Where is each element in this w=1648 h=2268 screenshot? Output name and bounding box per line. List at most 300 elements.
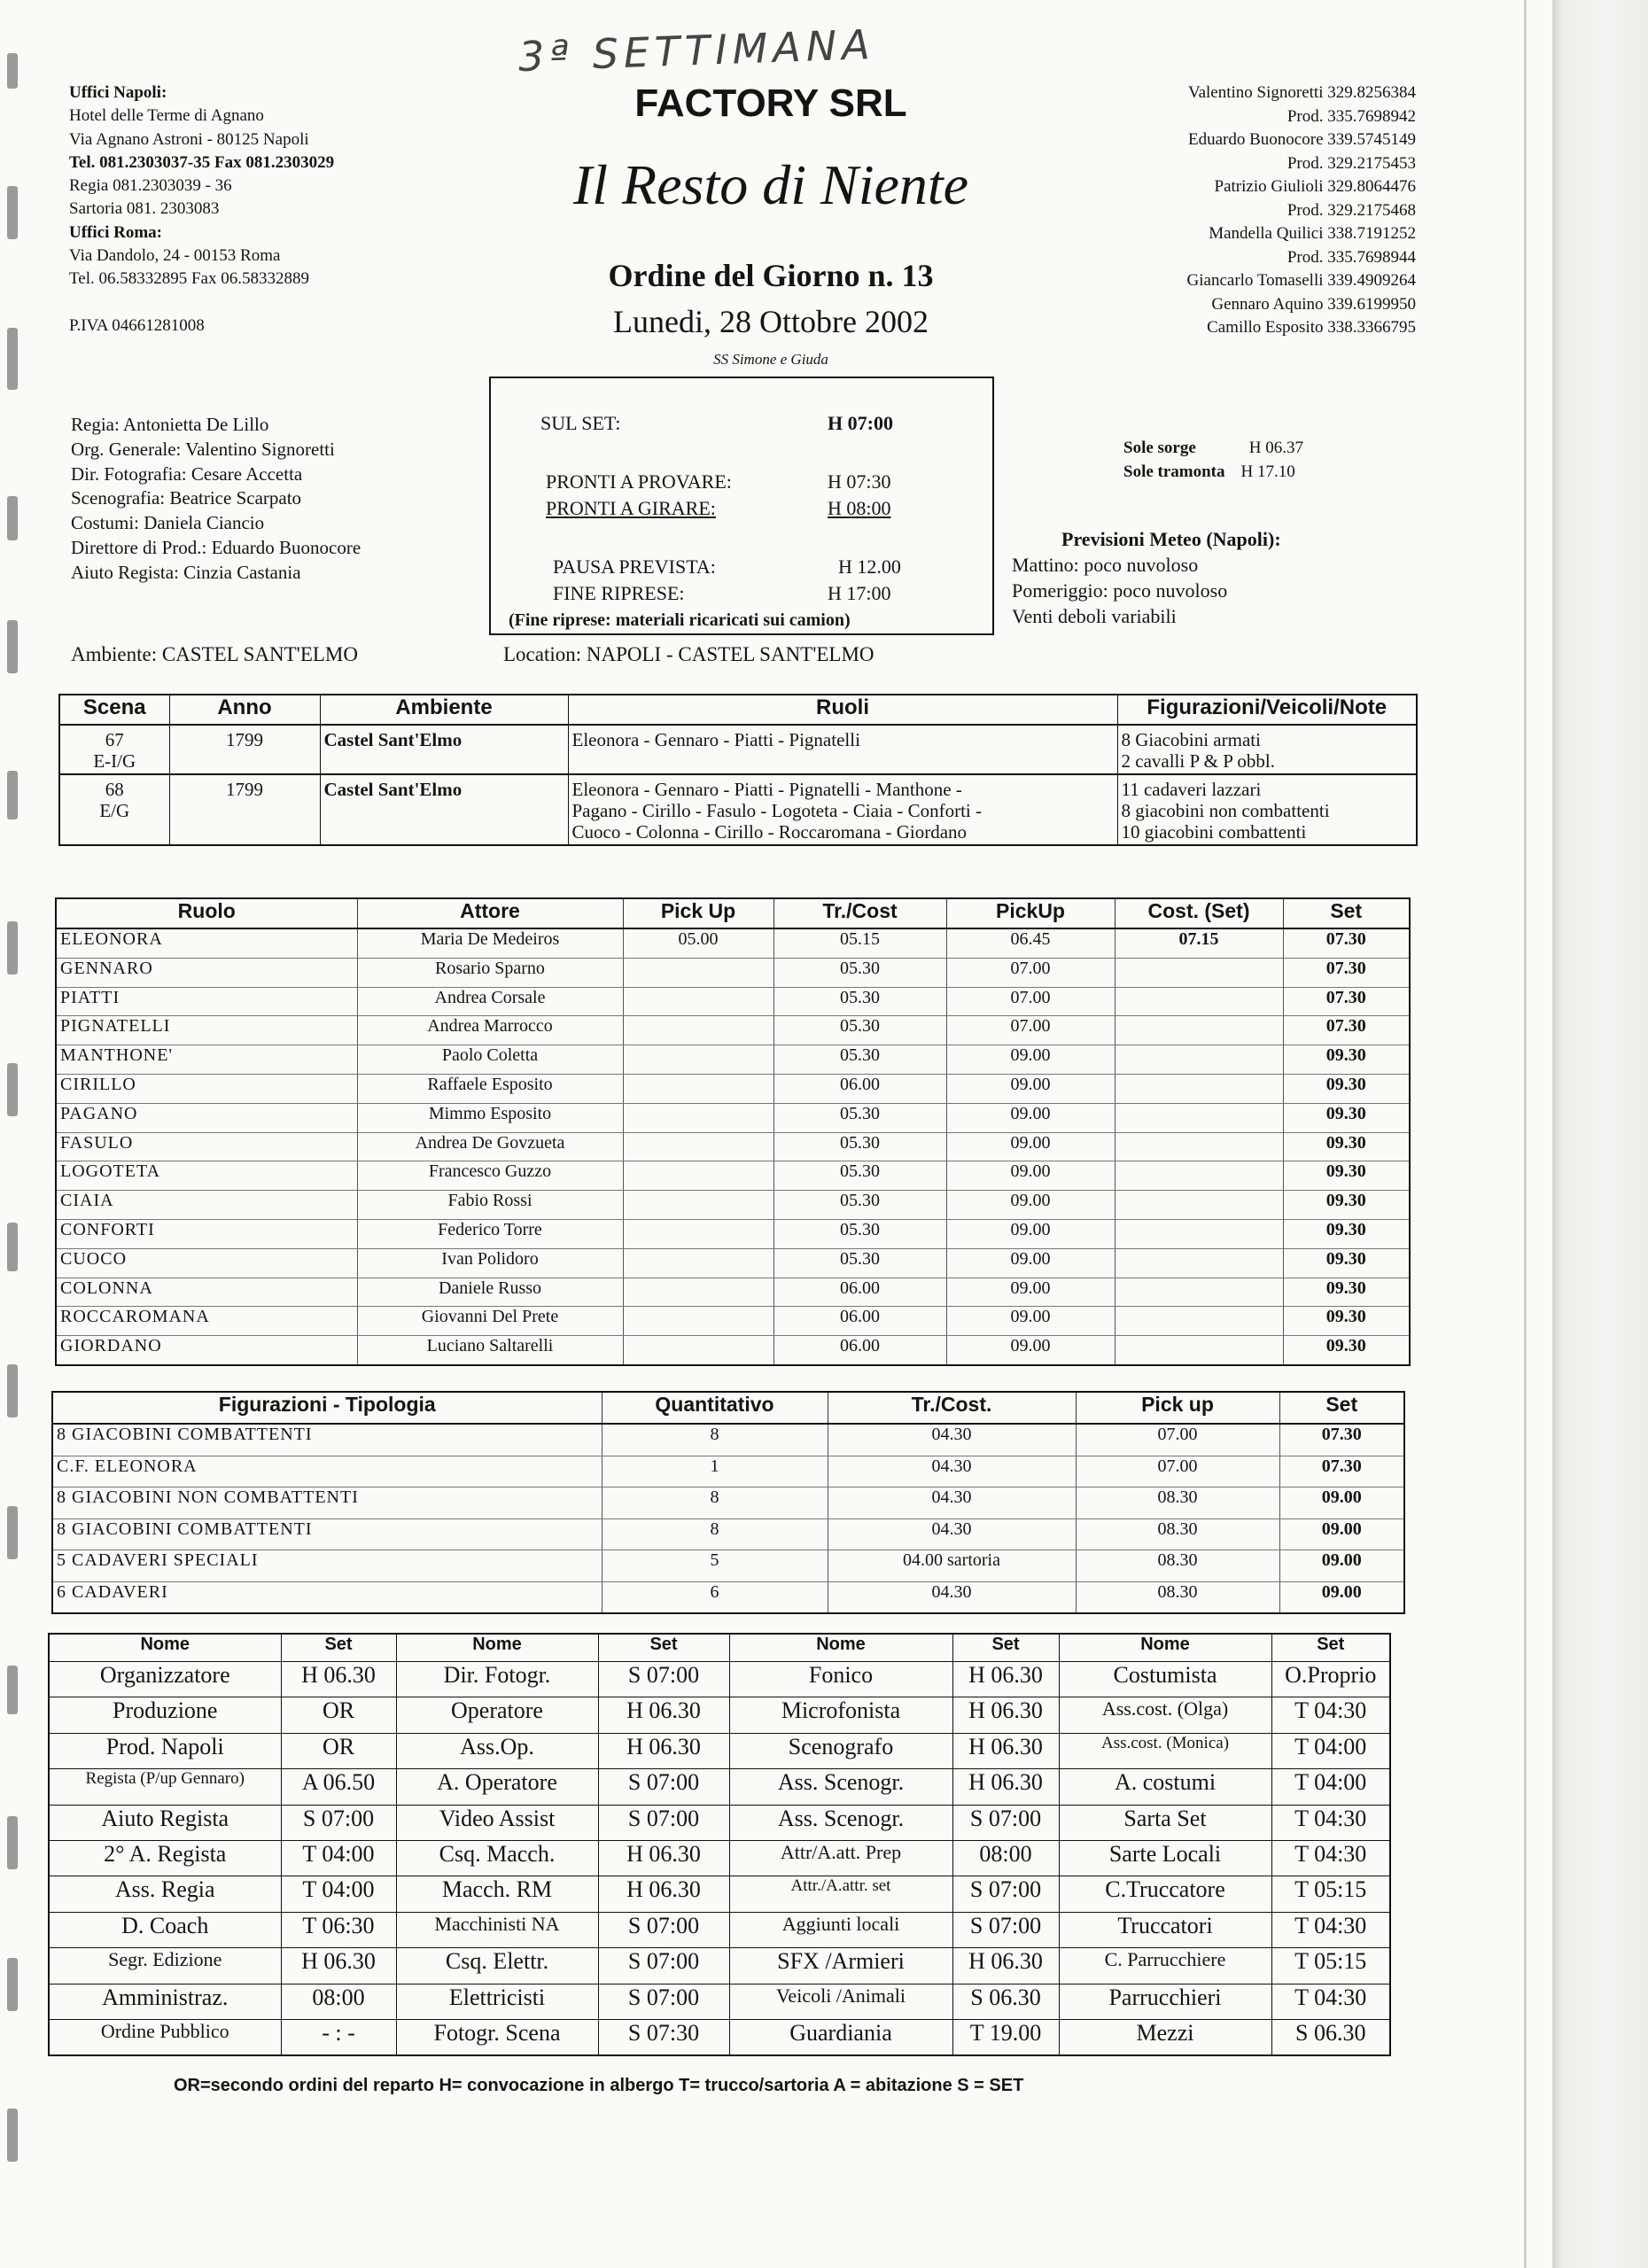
table-cell: Andrea Corsale xyxy=(357,987,623,1016)
staff-row xyxy=(49,1912,1390,1947)
table-cell: Attr./A.attr. set xyxy=(729,1876,952,1912)
table-cell: Dir. Fotogr. xyxy=(396,1662,598,1697)
legend: OR=secondo ordini del reparto H= convocazione in albergo T= trucco/sartoria A = abitazione S = SET xyxy=(174,2076,1024,2095)
table-cell: Veicoli /Animali xyxy=(729,1984,952,2019)
extras-row xyxy=(52,1456,1404,1487)
table-cell xyxy=(623,1161,773,1191)
table-cell: 09.00 xyxy=(946,1219,1115,1248)
table-cell: Ivan Polidoro xyxy=(357,1248,623,1278)
table-cell: 09.00 xyxy=(946,1045,1115,1075)
cast-row xyxy=(56,1132,1410,1161)
table-cell: Fonico xyxy=(729,1662,952,1697)
staff-row xyxy=(49,1948,1390,1984)
table-cell: T 04:30 xyxy=(1271,1912,1390,1947)
table-cell: 04.30 xyxy=(828,1518,1076,1550)
table-cell: Mezzi xyxy=(1059,2019,1271,2055)
col-header: Tr./Cost xyxy=(773,898,946,928)
year-cell: 1799 xyxy=(169,725,320,774)
table-cell: H 06.30 xyxy=(281,1662,396,1697)
napoli-line: Hotel delle Terme di Agnano xyxy=(69,106,264,126)
table-cell xyxy=(1115,1161,1283,1191)
table-cell xyxy=(623,987,773,1016)
table-cell: 09.30 xyxy=(1283,1103,1410,1132)
table-cell xyxy=(1115,987,1283,1016)
table-cell: Macch. RM xyxy=(396,1876,598,1912)
cast-row xyxy=(56,1016,1410,1045)
table-cell: 07.00 xyxy=(946,958,1115,987)
table-cell: S 07:00 xyxy=(598,1912,729,1947)
table-cell: 08:00 xyxy=(952,1840,1059,1876)
table-cell: Aiuto Regista xyxy=(49,1805,281,1840)
saint-of-day: SS Simone e Giuda xyxy=(713,351,828,368)
contact-line: Prod. 329.2175453 xyxy=(1287,153,1416,173)
table-cell: Produzione xyxy=(49,1697,281,1733)
col-header: Pick Up xyxy=(623,898,773,928)
table-row xyxy=(59,774,1417,845)
cast-table xyxy=(55,897,1411,1366)
table-cell xyxy=(623,1045,773,1075)
table-cell xyxy=(1115,958,1283,987)
table-cell: Mimmo Esposito xyxy=(357,1103,623,1132)
table-cell: S 06.30 xyxy=(1271,2019,1390,2055)
table-cell: Francesco Guzzo xyxy=(357,1161,623,1191)
table-cell: 09.30 xyxy=(1283,1191,1410,1220)
table-cell: H 06.30 xyxy=(598,1840,729,1876)
napoli-line: Tel. 081.2303037-35 Fax 081.2303029 xyxy=(69,152,335,172)
extras-row xyxy=(52,1487,1404,1519)
table-cell: 5 xyxy=(602,1550,828,1582)
table-cell: Ass. Scenogr. xyxy=(729,1769,952,1805)
col-header: Set xyxy=(952,1634,1059,1662)
crew-line: Aiuto Regista: Cinzia Castania xyxy=(71,561,301,583)
col-header: Nome xyxy=(1059,1634,1271,1662)
table-cell xyxy=(623,1219,773,1248)
table-cell: Truccatori xyxy=(1059,1912,1271,1947)
pausa-label: PAUSA PREVISTA: xyxy=(553,555,716,578)
table-cell: 07.00 xyxy=(1076,1456,1279,1487)
table-cell: 04.30 xyxy=(828,1581,1076,1613)
table-cell: 8 xyxy=(602,1518,828,1550)
table-cell: 09.30 xyxy=(1283,1132,1410,1161)
contacts-list xyxy=(1044,82,1416,340)
table-cell: 09.00 xyxy=(1279,1487,1404,1519)
table-cell: Ordine Pubblico xyxy=(49,2019,281,2055)
contact-line: Gennaro Aquino 339.6199950 xyxy=(1211,294,1416,314)
table-cell: Sarta Set xyxy=(1059,1805,1271,1840)
cast-row xyxy=(56,1045,1410,1075)
sunrise-label: Sole sorge xyxy=(1123,439,1196,457)
contact-line: Camillo Esposito 338.3366795 xyxy=(1207,318,1416,337)
table-cell: Prod. Napoli xyxy=(49,1733,281,1768)
table-cell: 04.30 xyxy=(828,1456,1076,1487)
table-cell: O.Proprio xyxy=(1271,1662,1390,1697)
table-cell: Ass.cost. (Olga) xyxy=(1059,1697,1271,1733)
napoli-office-title: Uffici Napoli: xyxy=(69,83,167,102)
table-cell: Luciano Saltarelli xyxy=(357,1336,623,1365)
year-cell: 1799 xyxy=(169,774,320,845)
schedule-box xyxy=(489,377,994,635)
contact-line: Eduardo Buonocore 339.5745149 xyxy=(1188,130,1416,149)
table-cell: 05.30 xyxy=(773,1219,946,1248)
table-cell: T 04:30 xyxy=(1271,1840,1390,1876)
col-header: Ambiente xyxy=(320,695,568,725)
table-cell: 09.30 xyxy=(1283,1307,1410,1336)
table-cell: Parrucchieri xyxy=(1059,1984,1271,2019)
table-cell: T 19.00 xyxy=(952,2019,1059,2055)
offices-block xyxy=(69,82,334,338)
scene-cell: 67 E-I/G xyxy=(59,725,169,774)
extras-row xyxy=(52,1518,1404,1550)
table-cell xyxy=(1115,1248,1283,1278)
table-cell: 07.00 xyxy=(946,987,1115,1016)
table-cell: H 06.30 xyxy=(952,1662,1059,1697)
table-cell: ROCCAROMANA xyxy=(56,1307,357,1336)
table-cell: T 04:00 xyxy=(281,1876,396,1912)
table-cell: 07.30 xyxy=(1283,958,1410,987)
table-cell: Attr/A.att. Prep xyxy=(729,1840,952,1876)
table-cell: COLONNA xyxy=(56,1278,357,1307)
roles-cell: Eleonora - Gennaro - Piatti - Pignatelli - Manthone - Pagano - Cirillo - Fasulo - Logoteta - Ciaia - Conforti - Cuoco - Colonna - Cirillo - Roccaromana - Giordano xyxy=(568,774,1117,845)
table-cell: 09.00 xyxy=(946,1103,1115,1132)
table-cell: 07.30 xyxy=(1283,987,1410,1016)
table-cell: 8 xyxy=(602,1424,828,1456)
table-cell: 07.15 xyxy=(1115,928,1283,958)
col-header: Pick up xyxy=(1076,1392,1279,1424)
crew-line: Dir. Fotografia: Cesare Accetta xyxy=(71,462,303,485)
order-title: Ordine del Giorno n. 13 xyxy=(608,258,934,293)
table-cell: 05.15 xyxy=(773,928,946,958)
table-cell xyxy=(1115,1336,1283,1365)
table-cell xyxy=(623,1132,773,1161)
col-header: Nome xyxy=(396,1634,598,1662)
extras-row xyxy=(52,1550,1404,1582)
table-cell: Aggiunti locali xyxy=(729,1912,952,1947)
table-cell: 05.30 xyxy=(773,1161,946,1191)
table-cell: S 06.30 xyxy=(952,1984,1059,2019)
extras-row xyxy=(52,1581,1404,1613)
col-header: PickUp xyxy=(946,898,1115,928)
staff-row xyxy=(49,1840,1390,1876)
table-cell: Ass. Scenogr. xyxy=(729,1805,952,1840)
cast-row xyxy=(56,1074,1410,1103)
table-cell: OR xyxy=(281,1733,396,1768)
table-cell: 08.30 xyxy=(1076,1487,1279,1519)
table-cell: 09.00 xyxy=(946,1161,1115,1191)
staff-row xyxy=(49,1769,1390,1805)
table-cell: 1 xyxy=(602,1456,828,1487)
table-cell xyxy=(1115,1219,1283,1248)
table-cell xyxy=(1115,1307,1283,1336)
pausa-time: H 12.00 xyxy=(838,555,901,578)
company-name: FACTORY SRL xyxy=(634,82,907,125)
table-cell: Scenografo xyxy=(729,1733,952,1768)
col-header: Ruolo xyxy=(56,898,357,928)
staff-row xyxy=(49,1662,1390,1697)
table-cell: 09.30 xyxy=(1283,1248,1410,1278)
table-cell: 06.00 xyxy=(773,1336,946,1365)
table-cell: 06.00 xyxy=(773,1074,946,1103)
table-cell: Rosario Sparno xyxy=(357,958,623,987)
table-cell: Raffaele Esposito xyxy=(357,1074,623,1103)
cast-row xyxy=(56,1336,1410,1365)
cast-row xyxy=(56,928,1410,958)
table-cell xyxy=(623,1016,773,1045)
table-cell: 5 CADAVERI SPECIALI xyxy=(52,1550,602,1582)
table-cell: Video Assist xyxy=(396,1805,598,1840)
napoli-line: Regia 081.2303039 - 36 xyxy=(69,176,232,196)
table-cell: H 06.30 xyxy=(281,1948,396,1984)
table-cell: Giovanni Del Prete xyxy=(357,1307,623,1336)
weather-line: Pomeriggio: poco nuvoloso xyxy=(1012,579,1228,602)
handwritten-note: 3ª SETTIMANA xyxy=(517,19,876,82)
table-cell: 8 GIACOBINI NON COMBATTENTI xyxy=(52,1487,602,1519)
staff-table xyxy=(48,1633,1391,2056)
table-cell: Operatore xyxy=(396,1697,598,1733)
table-cell: Fotogr. Scena xyxy=(396,2019,598,2055)
col-header: Tr./Cost. xyxy=(828,1392,1076,1424)
table-cell: 09.00 xyxy=(946,1132,1115,1161)
contact-line: Giancarlo Tomaselli 339.4909264 xyxy=(1186,271,1416,290)
table-cell: 07.30 xyxy=(1279,1456,1404,1487)
scenes-table xyxy=(58,694,1418,846)
table-cell xyxy=(623,1336,773,1365)
table-cell: S 07:00 xyxy=(952,1805,1059,1840)
table-cell: 08.30 xyxy=(1076,1518,1279,1550)
cast-row xyxy=(56,1191,1410,1220)
page-fold-line xyxy=(1524,0,1527,2268)
weather-title: Previsioni Meteo (Napoli): xyxy=(1061,528,1281,550)
table-cell: 09.30 xyxy=(1283,1336,1410,1365)
col-header: Attore xyxy=(357,898,623,928)
table-cell: 8 GIACOBINI COMBATTENTI xyxy=(52,1424,602,1456)
table-cell: T 04:00 xyxy=(1271,1769,1390,1805)
table-cell: SFX /Armieri xyxy=(729,1948,952,1984)
table-cell: S 07:00 xyxy=(598,1984,729,2019)
pronti-girare-label: PRONTI A GIRARE: xyxy=(546,497,716,519)
table-cell: Ass.Op. xyxy=(396,1733,598,1768)
table-cell: Organizzatore xyxy=(49,1662,281,1697)
film-title: Il Resto di Niente xyxy=(572,153,969,216)
table-cell: 08.30 xyxy=(1076,1581,1279,1613)
col-header: Scena xyxy=(59,695,169,725)
table-cell: 05.30 xyxy=(773,1016,946,1045)
table-cell: 09.30 xyxy=(1283,1219,1410,1248)
table-cell: 6 xyxy=(602,1581,828,1613)
table-cell: 09.30 xyxy=(1283,1278,1410,1307)
col-header: Quantitativo xyxy=(602,1392,828,1424)
table-cell: T 04:00 xyxy=(281,1840,396,1876)
table-cell xyxy=(623,1248,773,1278)
table-cell: 07.30 xyxy=(1283,928,1410,958)
table-cell: 04.30 xyxy=(828,1487,1076,1519)
table-cell: S 07:00 xyxy=(281,1805,396,1840)
table-cell: H 06.30 xyxy=(952,1769,1059,1805)
table-cell: 05.30 xyxy=(773,1103,946,1132)
table-row xyxy=(59,725,1417,774)
col-header: Anno xyxy=(169,695,320,725)
table-cell: C.Truccatore xyxy=(1059,1876,1271,1912)
table-cell: 08:00 xyxy=(281,1984,396,2019)
contact-line: Prod. 335.7698942 xyxy=(1287,106,1416,126)
roma-line: Tel. 06.58332895 Fax 06.58332889 xyxy=(69,269,309,289)
table-cell: S 07:00 xyxy=(598,1948,729,1984)
cast-row xyxy=(56,1103,1410,1132)
table-cell: 07.30 xyxy=(1279,1424,1404,1456)
weather-line: Venti deboli variabili xyxy=(1012,605,1177,627)
piva: P.IVA 04661281008 xyxy=(69,315,205,335)
table-cell: Ass.cost. (Monica) xyxy=(1059,1733,1271,1768)
contact-line: Valentino Signoretti 329.8256384 xyxy=(1187,83,1416,102)
table-cell: 2° A. Regista xyxy=(49,1840,281,1876)
table-cell: Costumista xyxy=(1059,1662,1271,1697)
ambiente-line: Ambiente: CASTEL SANT'ELMO xyxy=(71,643,358,665)
table-cell: 05.30 xyxy=(773,1248,946,1278)
table-cell: Microfonista xyxy=(729,1697,952,1733)
table-cell: T 06:30 xyxy=(281,1912,396,1947)
table-cell: PIATTI xyxy=(56,987,357,1016)
roles-cell: Eleonora - Gennaro - Piatti - Pignatelli xyxy=(568,725,1117,774)
table-cell: 09.30 xyxy=(1283,1074,1410,1103)
pronti-provare-time: H 07:30 xyxy=(828,470,891,493)
table-cell: 04.30 xyxy=(828,1424,1076,1456)
table-cell: Amministraz. xyxy=(49,1984,281,2019)
notes-cell: 8 Giacobini armati 2 cavalli P & P obbl. xyxy=(1117,725,1417,774)
table-cell: S 07:00 xyxy=(598,1769,729,1805)
col-header: Nome xyxy=(49,1634,281,1662)
page-edge-shadow xyxy=(1552,0,1648,2268)
table-cell xyxy=(623,958,773,987)
table-cell: 08.30 xyxy=(1076,1550,1279,1582)
table-cell: 05.00 xyxy=(623,928,773,958)
table-cell: Federico Torre xyxy=(357,1219,623,1248)
staff-row xyxy=(49,1697,1390,1733)
col-header: Set xyxy=(598,1634,729,1662)
ambiente-cell: Castel Sant'Elmo xyxy=(320,774,568,845)
table-cell xyxy=(1115,1074,1283,1103)
table-cell: H 06.30 xyxy=(598,1697,729,1733)
table-cell: C. Parrucchiere xyxy=(1059,1948,1271,1984)
table-cell: 05.30 xyxy=(773,1045,946,1075)
table-cell xyxy=(1115,1278,1283,1307)
table-cell: H 06.30 xyxy=(952,1697,1059,1733)
table-cell xyxy=(623,1074,773,1103)
table-cell: T 04:30 xyxy=(1271,1805,1390,1840)
table-cell: A 06.50 xyxy=(281,1769,396,1805)
col-header: Set xyxy=(281,1634,396,1662)
table-cell: CONFORTI xyxy=(56,1219,357,1248)
table-cell: H 06.30 xyxy=(598,1876,729,1912)
extras-table xyxy=(51,1391,1405,1614)
table-cell: Csq. Macch. xyxy=(396,1840,598,1876)
scene-cell: 68 E/G xyxy=(59,774,169,845)
table-cell: 09.00 xyxy=(946,1074,1115,1103)
binding-marks xyxy=(0,0,23,2268)
table-cell: PIGNATELLI xyxy=(56,1016,357,1045)
table-cell: Andrea Marrocco xyxy=(357,1016,623,1045)
fine-time: H 17:00 xyxy=(828,582,891,604)
weather-line: Mattino: poco nuvoloso xyxy=(1012,554,1199,576)
table-cell: 09.00 xyxy=(1279,1550,1404,1582)
table-cell: S 07:00 xyxy=(598,1662,729,1697)
table-cell xyxy=(1115,1016,1283,1045)
table-cell: A. costumi xyxy=(1059,1769,1271,1805)
table-cell: 07.00 xyxy=(1076,1424,1279,1456)
weather-forecast xyxy=(1012,526,1281,629)
staff-row xyxy=(49,1984,1390,2019)
sul-set-label: SUL SET: xyxy=(540,412,621,434)
table-cell xyxy=(623,1103,773,1132)
pronti-girare-time: H 08:00 xyxy=(828,497,891,519)
roma-line: Via Dandolo, 24 - 00153 Roma xyxy=(69,246,281,266)
table-cell: T 04:00 xyxy=(1271,1733,1390,1768)
table-cell xyxy=(1115,1103,1283,1132)
table-cell: 05.30 xyxy=(773,1191,946,1220)
roma-office-title: Uffici Roma: xyxy=(69,222,162,242)
table-cell: 09.00 xyxy=(1279,1518,1404,1550)
location-line: Location: NAPOLI - CASTEL SANT'ELMO xyxy=(503,643,875,665)
table-cell: T 05:15 xyxy=(1271,1948,1390,1984)
table-cell: Paolo Coletta xyxy=(357,1045,623,1075)
table-cell: MANTHONE' xyxy=(56,1045,357,1075)
staff-row xyxy=(49,1876,1390,1912)
table-cell: Fabio Rossi xyxy=(357,1191,623,1220)
table-cell xyxy=(623,1278,773,1307)
ambiente-cell: Castel Sant'Elmo xyxy=(320,725,568,774)
col-header: Nome xyxy=(729,1634,952,1662)
table-cell: D. Coach xyxy=(49,1912,281,1947)
table-cell: Segr. Edizione xyxy=(49,1948,281,1984)
staff-row xyxy=(49,1805,1390,1840)
col-header: Set xyxy=(1279,1392,1404,1424)
col-header: Figurazioni/Veicoli/Note xyxy=(1117,695,1417,725)
table-cell: H 06.30 xyxy=(952,1948,1059,1984)
col-header: Ruoli xyxy=(568,695,1117,725)
schedule-note: (Fine riprese: materiali ricaricati sui camion) xyxy=(509,610,851,630)
table-cell: Csq. Elettr. xyxy=(396,1948,598,1984)
crew-list xyxy=(71,413,361,586)
napoli-line: Via Agnano Astroni - 80125 Napoli xyxy=(69,129,309,149)
col-header: Set xyxy=(1271,1634,1390,1662)
table-cell xyxy=(623,1307,773,1336)
table-cell: A. Operatore xyxy=(396,1769,598,1805)
table-cell xyxy=(623,1191,773,1220)
table-cell: S 07:00 xyxy=(598,1805,729,1840)
table-cell: LOGOTETA xyxy=(56,1161,357,1191)
table-cell: 09.00 xyxy=(946,1191,1115,1220)
table-cell: OR xyxy=(281,1697,396,1733)
table-cell: 06.00 xyxy=(773,1307,946,1336)
cast-row xyxy=(56,1161,1410,1191)
table-cell: T 04:30 xyxy=(1271,1984,1390,2019)
table-cell: 07.00 xyxy=(946,1016,1115,1045)
table-cell: 8 GIACOBINI COMBATTENTI xyxy=(52,1518,602,1550)
notes-cell: 11 cadaveri lazzari 8 giacobini non combattenti 10 giacobini combattenti xyxy=(1117,774,1417,845)
fine-label: FINE RIPRESE: xyxy=(553,582,685,604)
cast-row xyxy=(56,1278,1410,1307)
contact-line: Patrizio Giulioli 329.8064476 xyxy=(1214,177,1416,196)
table-cell: 09.00 xyxy=(1279,1581,1404,1613)
table-cell xyxy=(1115,1045,1283,1075)
contact-line: Prod. 329.2175468 xyxy=(1287,200,1416,220)
table-cell: Andrea De Govzueta xyxy=(357,1132,623,1161)
table-cell: 6 CADAVERI xyxy=(52,1581,602,1613)
cast-row xyxy=(56,1307,1410,1336)
staff-row xyxy=(49,1733,1390,1768)
table-cell: 06.45 xyxy=(946,928,1115,958)
sunrise-time: H 06.37 xyxy=(1248,439,1304,457)
table-cell: Daniele Russo xyxy=(357,1278,623,1307)
sun-times xyxy=(1123,436,1303,484)
